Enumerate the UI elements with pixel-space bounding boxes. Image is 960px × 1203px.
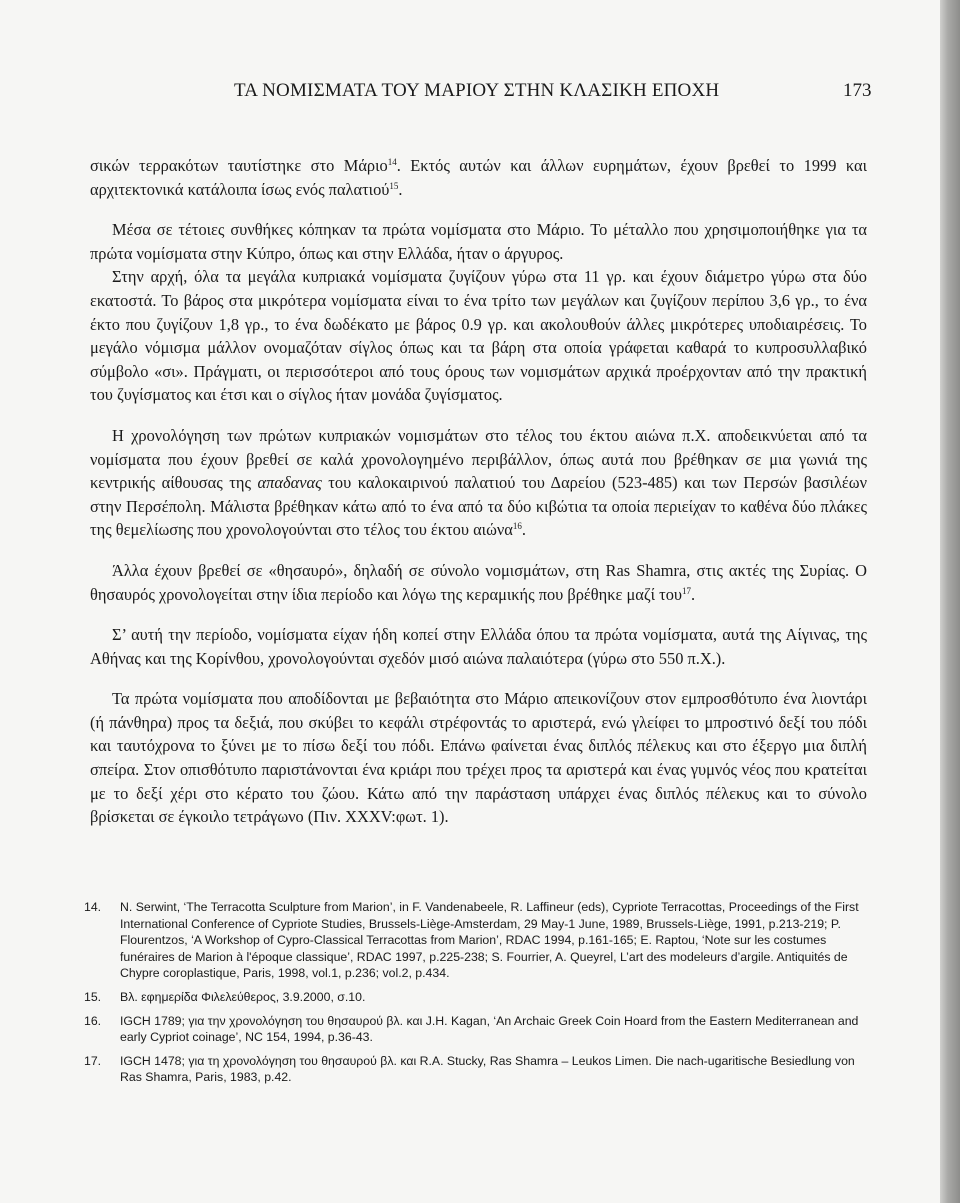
footnote-number: 17. — [84, 1053, 102, 1068]
footnote-17 — [84, 1053, 872, 1086]
paragraph-7: Τα πρώτα νομίσματα που αποδίδονται με βεβαιότητα στο Μάριο απεικονίζουν στον εμπροσθότυπο ένα λιοντάρι (ή πάνθηρα) προς τα δεξιά, που σκύβει το κεφάλι στρέφοντάς το αριστερά, ενώ γλείφει το μπροστινό δεξί του πόδι και ταυτόχρονα το ξύνει με το πίσω δεξί του πόδι. Επάνω φαίνεται ένας διπλός πέλεκυς και στο έξεργο μια διπλή σπείρα. Στον οπισθότυπο παριστάνονται ένα κριάρι που τρέχει προς τα αριστερά και ένας γυμνός νέος που κρατείται με το δεξί χέρι στο κέρατο του ζώου. Κάτω από την παράσταση υπάρχει ένας διπλός πέλεκυς και το σύνολο βρίσκεται σε έγκοιλο τετράγωνο (Πιν. XXXV:φωτ. 1). — [90, 689, 867, 827]
footnote-number: 16. — [84, 1013, 102, 1028]
paragraph-4 — [90, 424, 867, 542]
footnote-ref-16: 16 — [512, 521, 522, 532]
page-header — [0, 80, 940, 110]
footnote-number: 14. — [84, 900, 102, 914]
footnote-ref-15: 15 — [389, 180, 399, 191]
paragraph-6: Σ’ αυτή την περίοδο, νομίσματα είχαν ήδη κοπεί στην Ελλάδα όπου τα πρώτα νομίσματα, αυτά της Αίγινας, της Αθήνας και της Κορίνθου, χρονολογούνται σχεδόν μισό αιώνα παλαιότερα (γύρω στο 550 π.Χ.). — [90, 625, 867, 668]
page-number: 173 — [843, 80, 872, 101]
footnote-number: 15. — [84, 989, 102, 1004]
text-run: . Εκτός αυτών και άλλων ευρημάτων, έχουν βρεθεί το 1999 και αρχιτεκτονικά κατάλοιπα ίσως ενός παλατιού — [90, 156, 868, 199]
text-run: . — [691, 584, 696, 604]
text-run: σικών τερρακότων ταυτίστηκε στο Μάριο — [90, 156, 388, 175]
paragraph-1 — [90, 154, 867, 201]
footnote-16 — [84, 1013, 872, 1046]
footnote-text: IGCH 1478; για τη χρονολόγηση του θησαυρού βλ. και R.A. Stucky, Ras Shamra – Leukos Limen. Die nach-ugaritische Besiedlung von Ras Shamra, Paris, 1983, p.42. — [120, 1053, 855, 1085]
body-text — [90, 154, 867, 829]
text-run: του καλοκαιρινού παλατιού του Δαρείου (523-485) και των Περσών βασιλέων στην Περσέπολη. Μάλιστα βρέθηκαν κάτω από το ένα από τα δύο κιβώτια τα οποία περιείχαν το καθένα δύο πλάκες της θεμελίωσης που χρονολογούνται στο τέλος του έκτου αιώνα — [90, 473, 867, 540]
running-title: ΤΑ ΝΟΜΙΣΜΑΤΑ ΤΟΥ ΜΑΡΙΟΥ ΣΤΗΝ ΚΛΑΣΙΚΗ ΕΠΟΧΗ — [234, 80, 720, 101]
paragraph-3: Στην αρχή, όλα τα μεγάλα κυπριακά νομίσματα ζυγίζουν γύρω στα 11 γρ. και έχουν διάμετρο γύρω στα δύο εκατοστά. Το βάρος στα μικρότερα νομίσματα είναι το ένα τρίτο των μεγάλων και ζυγίζουν περίπου 3,6 γρ., το ένα έκτο που ζυγίζουν 1,8 γρ., το ένα δωδέκατο με βάρος 0.9 γρ. και ακολουθούν άλλες μικρότερες υποδιαιρέσεις. Το μεγάλο νόμισμα μάλλον ονομαζόταν σίγλος όπως και τα βάρη στα οποία γράφεται καθαρά το κυπροσυλλαβικό σύμβολο «σι». Πράγματι, οι περισσότεροι από τους όρους των νομισμάτων αρχικά προέρχονταν από την πρακτική του ζυγίσματος και έτσι και ο σίγλος ήταν μονάδα ζυγίσματος. — [90, 267, 867, 405]
footnote-text: IGCH 1789; για την χρονολόγηση του θησαυρού βλ. και J.H. Kagan, ‘An Archaic Greek Coin Hoard from the Eastern Mediterranean and early Cypriot coinage’, NC 154, 1994, p.36-43. — [120, 1013, 859, 1045]
footnote-text: Βλ. εφημερίδα Φιλελεύθερος, 3.9.2000, σ.10. — [120, 989, 366, 1004]
footnote-14 — [84, 899, 872, 982]
footnotes — [84, 899, 872, 1093]
emphasis-apadana: απαδανας — [257, 473, 322, 493]
page-edge-shadow — [940, 0, 960, 1203]
text-run: Άλλα έχουν βρεθεί σε «θησαυρό», δηλαδή σε σύνολο νομισμάτων, στη Ras Shamra, στις ακτές της Συρίας. Ο θησαυρός χρονολογείται στην ίδια περίοδο και λόγω της κεραμικής που βρέθηκε μαζί του — [90, 560, 867, 604]
text-run: . — [398, 179, 403, 199]
text-run: Η χρονολόγηση των πρώτων κυπριακών νομισμάτων στο τέλος του έκτου αιώνα π.Χ. αποδεικνύεται από τα νομίσματα που έχουν βρεθεί σε καλά χρονολογημένο περιβάλλον, όπως αυτά που βρέθηκαν σε μια γωνιά της κεντρικής αίθουσας της — [90, 425, 867, 493]
footnote-text: N. Serwint, ‘The Terracotta Sculpture from Marion’, in F. Vandenabeele, R. Laffineur (eds), Cypriote Terracottas, Proceedings of the First International Conference of Cypriote Studies, Brussels-Liège-Amsterdam, 29 May-1 June, 1989, Brussels-Liège, 1991, p.213-219; P. Flourentzos, ‘A Workshop of Cypro-Classical Terracottas from Marion’, RDAC 1994, p.161-165; E. Raptou, ‘Note sur les costumes funéraires de Marion à l'époque classique’, RDAC 1997, p.225-238; S. Fourrier, A. Queyrel, L’art des modeleurs d’argile. Antiquités de Chypre coroplastique, Paris, 1998, vol.1, p.236; vol.2, p.434. — [120, 900, 859, 981]
footnote-ref-14: 14 — [387, 157, 397, 167]
footnote-15 — [84, 989, 872, 1006]
text-run: . — [521, 520, 526, 540]
paragraph-5 — [90, 559, 867, 606]
paragraph-2: Μέσα σε τέτοιες συνθήκες κόπηκαν τα πρώτα νομίσματα στο Μάριο. Το μέταλλο που χρησιμοποιήθηκε για τα πρώτα νομίσματα στην Κύπρο, όπως και στην Ελλάδα, ήταν ο άργυρος. — [90, 220, 867, 263]
footnote-ref-17: 17 — [682, 585, 692, 596]
